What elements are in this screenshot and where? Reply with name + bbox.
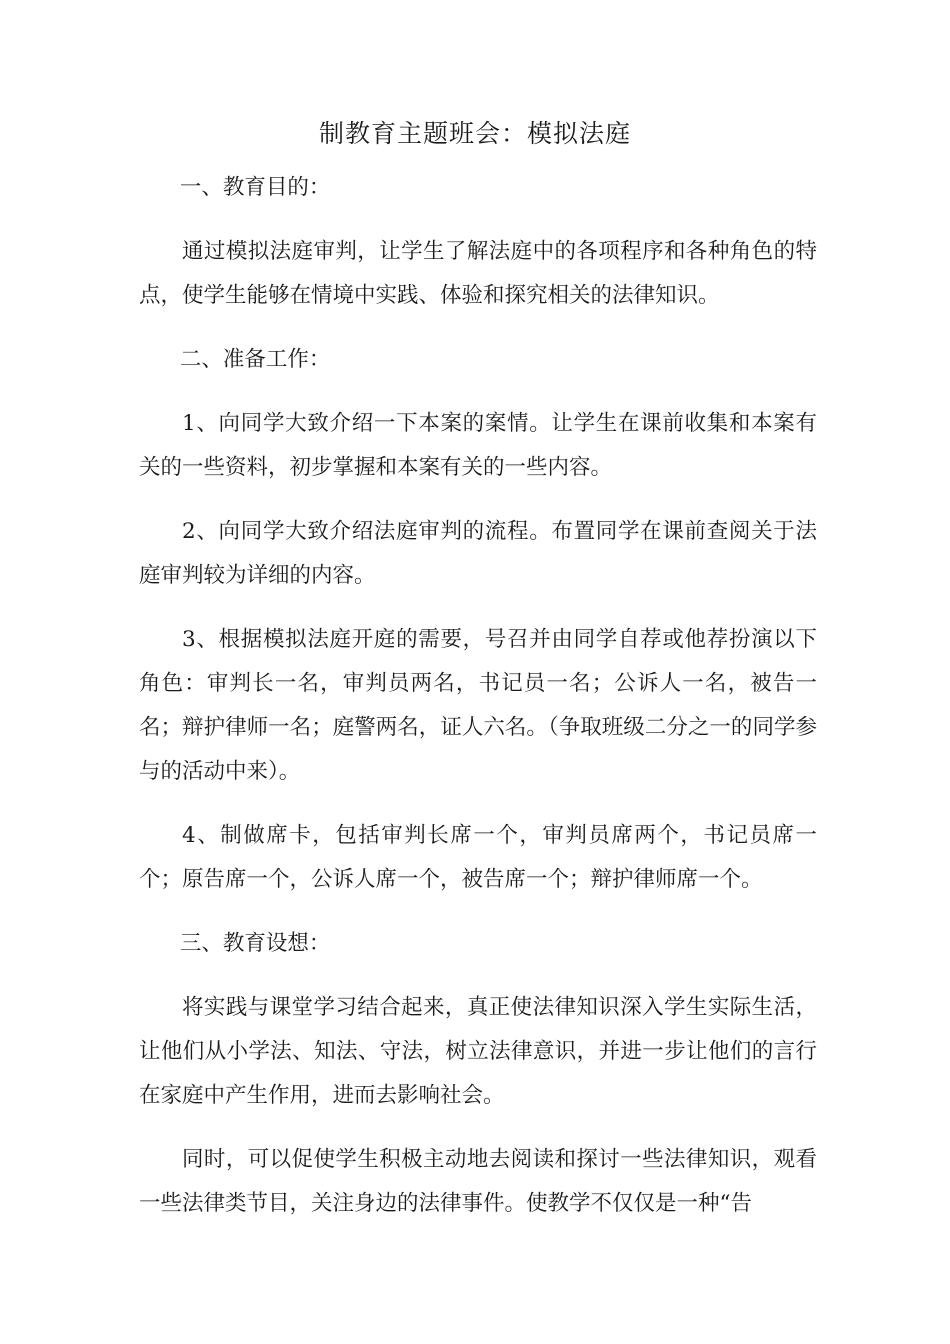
- document-title: 制教育主题班会：模拟法庭: [318, 119, 631, 148]
- section-heading-preparation: 二、准备工作：: [179, 347, 331, 372]
- section-heading-purpose: 一、教育目的：: [179, 175, 331, 200]
- paragraph-prep-2: 2、向同学大致介绍法庭审判的流程。布置同学在课前查阅关于法庭审判较为详细的内容。: [139, 519, 817, 588]
- paragraph-vision-1: 将实践与课堂学习结合起来，真正使法律知识深入学生实际生活，让他们从小学法、知法、守法，树立法律意识，并进一步让他们的言行在家庭中产生作用，进而去影响社会。: [139, 995, 817, 1108]
- paragraph-vision-2: 同时，可以促使学生积极主动地去阅读和探讨一些法律知识，观看一些法律类节目，关注身边的法律事件。使教学不仅仅是一种“告: [139, 1147, 817, 1216]
- paragraph-purpose: 通过模拟法庭审判，让学生了解法庭中的各项程序和各种角色的特点，使学生能够在情境中实践、体验和探究相关的法律知识。: [139, 239, 817, 308]
- section-heading-vision: 三、教育设想：: [179, 931, 331, 956]
- paragraph-prep-3: 3、根据模拟法庭开庭的需要，号召并由同学自荐或他荐扮演以下角色：审判长一名，审判员两名，书记员一名；公诉人一名，被告一名；辩护律师一名；庭警两名，证人六名。（争取班级二分之一的同学参与的活动中来）。: [139, 627, 817, 784]
- paragraph-prep-4: 4、制做席卡，包括审判长席一个，审判员席两个，书记员席一个；原告席一个，公诉人席一个，被告席一个；辩护律师席一个。: [139, 823, 817, 892]
- document-body: [139, 166, 817, 1246]
- paragraph-prep-1: 1、向同学大致介绍一下本案的案情。让学生在课前收集和本案有关的一些资料，初步掌握和本案有关的一些内容。: [139, 411, 817, 480]
